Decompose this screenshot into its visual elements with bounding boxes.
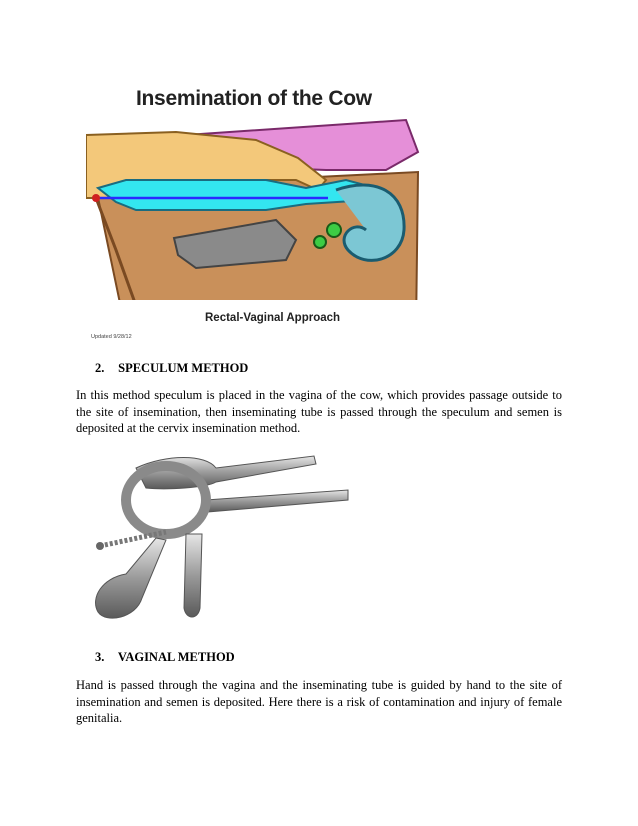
diagram-title: Insemination of the Cow [136,87,372,110]
section-heading-text: VAGINAL METHOD [117,650,235,664]
section-number: 3. [95,650,105,664]
section-heading-vaginal [95,650,235,665]
diagram-updated-label: Updated 9/28/12 [91,334,132,340]
insemination-diagram [86,80,428,342]
section-number: 2. [95,361,105,375]
speculum-illustration-icon [86,448,354,630]
diagram-caption: Rectal-Vaginal Approach [205,312,341,324]
section-heading-text: SPECULUM METHOD [118,361,249,375]
speculum-paragraph: In this method speculum is placed in the vagina of the cow, which provides passage outside to the site of insemination, then inseminating tube is passed through the speculum and semen is deposited at the cervix insemination method. [76,388,562,435]
section-heading-speculum [95,361,248,376]
vaginal-paragraph: Hand is passed through the vagina and the inseminating tube is guided by hand to the site of insemination and semen is deposited. Here there is a risk of contamination and injury of female genitalia. [76,678,562,725]
